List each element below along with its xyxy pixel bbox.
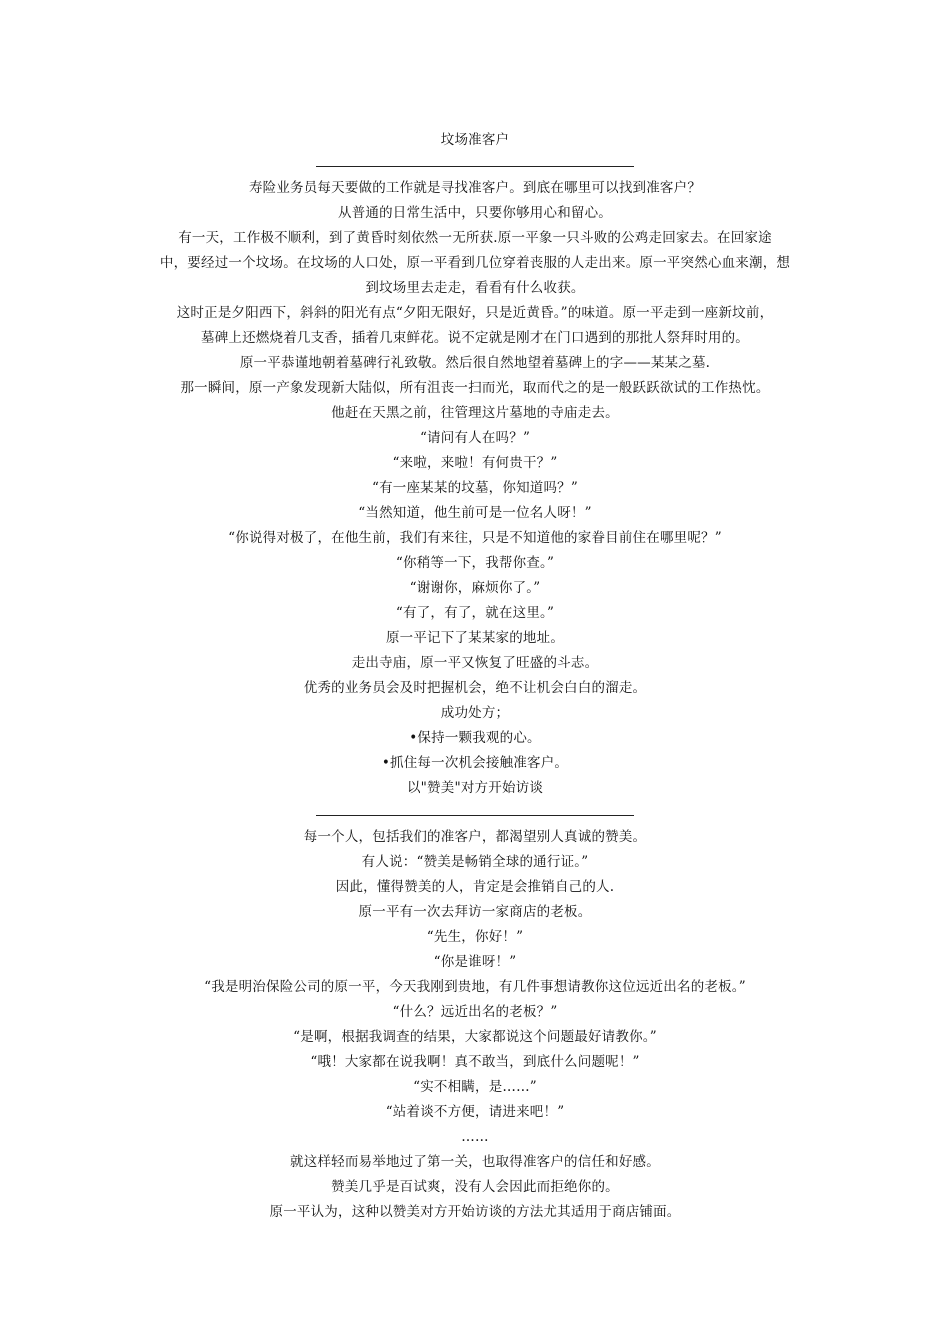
dialogue-line: “我是明治保险公司的原一平，今天我刚到贵地，有几件事想请教你这位远近出名的老板。” (204, 979, 746, 995)
paragraph-line: 原一平记下了某某家的地址。 (385, 630, 565, 646)
paragraph-line: 原一平恭谨地朝着墓碑行礼致敬。然后很自然地望着墓碑上的字——某某之墓. (239, 355, 711, 371)
paragraph-line: 墓碑上还燃烧着几支香，插着几束鲜花。说不定就是刚才在门口遇到的那批人祭拜时用的。 (201, 330, 749, 346)
dialogue-line: “来啦，来啦！有何贵干？” (392, 455, 558, 471)
paragraph-line: 他赶在天黑之前，往管理这片墓地的寺庙走去。 (331, 405, 619, 421)
dialogue-line: “有了，有了，就在这里。” (395, 605, 555, 621)
paragraph-line: 原一平认为，这种以赞美对方开始访谈的方法尤其适用于商店铺面。 (269, 1204, 681, 1220)
paragraph-line: 有一天，工作极不顺利，到了黄昏时刻依然一无所获.原一平象一只斗败的公鸡走回家去。在回家途 (178, 230, 772, 246)
dialogue-line: “什么？远近出名的老板？” (392, 1004, 558, 1020)
dialogue-line: “是啊，根据我调查的结果，大家都说这个问题最好请教你。” (293, 1029, 657, 1045)
dialogue-line: “当然知道，他生前可是一位名人呀！” (358, 505, 592, 521)
paragraph-line: 原一平有一次去拜访一家商店的老板。 (358, 904, 592, 920)
paragraph-line: 因此，懂得赞美的人，肯定是会推销自己的人. (335, 879, 615, 895)
paragraph-line: 赞美几乎是百试爽，没有人会因此而拒绝你的。 (331, 1179, 619, 1195)
dialogue-line: “你是谁呀！” (433, 954, 517, 970)
paragraph-line: 就这样轻而易举地过了第一关，也取得准客户的信任和好感。 (290, 1154, 660, 1170)
dialogue-line: “你说得对极了，在他生前，我们有来往，只是不知道他的家眷目前住在哪里呢？” (228, 530, 722, 546)
tips-heading: 成功处方； (440, 705, 510, 721)
paragraph-line: 走出寺庙，原一平又恢复了旺盛的斗志。 (351, 655, 599, 671)
dialogue-line: “站着谈不方便，请进来吧！” (385, 1104, 565, 1120)
ellipsis-line: …… (461, 1129, 489, 1145)
dialogue-line: “你稍等一下，我帮你查。” (395, 555, 555, 571)
section1-title: 坟场准客户 (440, 132, 510, 148)
title-divider-2 (316, 815, 634, 816)
paragraph-line: 从普通的日常生活中，只要你够用心和留心。 (338, 205, 612, 221)
paragraph-line: 到坟场里去走走，看看有什么收获。 (365, 280, 585, 296)
dialogue-line: “实不相瞒，是……” (413, 1079, 537, 1095)
dialogue-line: “有一座某某的坟墓，你知道吗？” (371, 480, 578, 496)
paragraph-line: 有人说：“赞美是畅销全球的通行证。” (361, 854, 589, 870)
paragraph-line: 每一个人，包括我们的准客户，都渴望别人真诚的赞美。 (303, 829, 647, 845)
section2-title: 以"赞美"对方开始访谈 (406, 780, 544, 796)
paragraph-line: 那一瞬间，原一产象发现新大陆似，所有沮丧一扫而光，取而代之的是一般跃跃欲试的工作热忱。 (180, 380, 770, 396)
paragraph-line: 寿险业务员每天要做的工作就是寻找准客户。到底在哪里可以找到准客户？ (248, 180, 702, 196)
dialogue-line: “请问有人在吗？” (419, 430, 531, 446)
tip-item: •抓住每一次机会接触准客户。 (381, 755, 569, 771)
dialogue-line: “哦！大家都在说我啊！真不敢当，到底什么问题呢！” (310, 1054, 640, 1070)
paragraph-line: 优秀的业务员会及时把握机会，绝不让机会白白的溜走。 (303, 680, 647, 696)
paragraph-line: 中，要经过一个坟场。在坟场的人口处，原一平看到几位穿着丧服的人走出来。原一平突然心血来潮，想 (159, 255, 791, 271)
tip-item: •保持一颗我观的心。 (409, 730, 541, 746)
dialogue-line: “谢谢你，麻烦你了。” (409, 580, 541, 596)
dialogue-line: “先生，你好！” (426, 929, 524, 945)
title-divider-1 (316, 166, 634, 167)
paragraph-line: 这时正是夕阳西下，斜斜的阳光有点“夕阳无限好，只是近黄昏。”的味道。原一平走到一座新坟前， (176, 305, 774, 321)
